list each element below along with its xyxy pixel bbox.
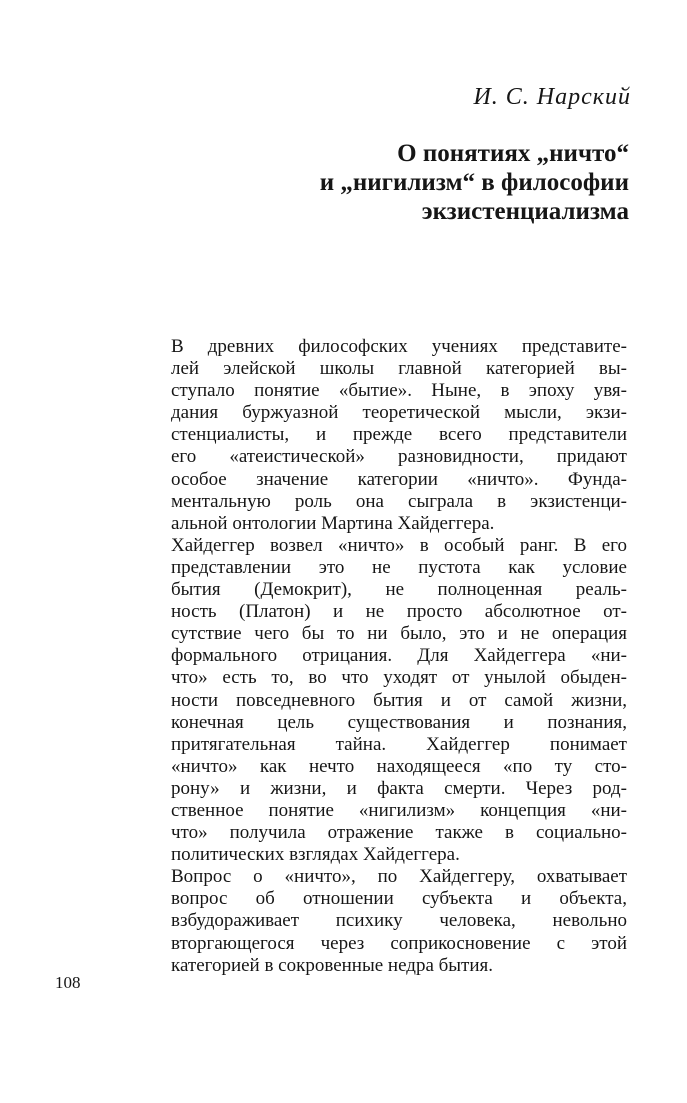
text-line: лей элейской школы главной категорией вы- <box>171 358 627 380</box>
article-title <box>320 139 629 226</box>
article-body <box>171 336 627 977</box>
paragraph <box>171 866 627 976</box>
text-line: политических взглядах Хайдеггера. <box>171 844 460 866</box>
text-line: ментальную роль она сыграла в экзистенци- <box>171 490 627 512</box>
title-line: экзистенциализма <box>421 198 629 225</box>
title-line: О понятиях „ничто“ <box>397 140 629 167</box>
page-number: 108 <box>55 973 81 992</box>
text-line: взбудораживает психику человека, невольно <box>171 910 627 932</box>
text-line: рону» и жизни, и факта смерти. Через род- <box>171 777 627 799</box>
text-line: что» есть то, во что уходят от унылой обыден- <box>171 667 627 689</box>
text-line: что» получила отражение также в социально- <box>171 822 627 844</box>
text-line: вопрос об отношении субъекта и объекта, <box>171 888 627 910</box>
author-name: И. С. Нарский <box>473 84 631 110</box>
text-line: ности повседневного бытия и от самой жизни, <box>171 689 627 711</box>
paragraph <box>171 336 627 535</box>
text-line: особое значение категории «ничто». Фунда- <box>171 468 627 490</box>
text-line: представлении это не пустота как условие <box>171 556 627 578</box>
text-line: Хайдеггер возвел «ничто» в особый ранг. В его <box>171 534 627 556</box>
text-line: вторгающегося через соприкосновение с этой <box>171 932 627 954</box>
paragraph <box>171 535 627 866</box>
text-line: В древних философских учениях представите- <box>171 336 627 357</box>
text-line: бытия (Демокрит), не полноценная реаль- <box>171 579 627 601</box>
text-line: альной онтологии Мартина Хайдеггера. <box>171 512 495 534</box>
text-line: притягательная тайна. Хайдеггер понимает <box>171 733 627 755</box>
text-line: ность (Платон) и не просто абсолютное от- <box>171 601 627 623</box>
text-line: сутствие чего бы то ни было, это и не операция <box>171 623 627 645</box>
text-line: конечная цель существования и познания, <box>171 711 627 733</box>
title-line: и „нигилизм“ в философии <box>319 169 629 196</box>
text-line: дания буржуазной теоретической мысли, экзи- <box>171 402 627 424</box>
text-line: ступало понятие «бытие». Ныне, в эпоху увя- <box>171 380 627 402</box>
text-line: стенциалисты, и прежде всего представители <box>171 424 627 446</box>
text-line: его «атеистической» разновидности, придают <box>171 446 627 468</box>
text-line: Вопрос о «ничто», по Хайдеггеру, охватывает <box>171 866 627 888</box>
text-line: «ничто» как нечто находящееся «по ту сто- <box>171 755 627 777</box>
text-line: категорией в сокровенные недра бытия. <box>171 954 494 976</box>
text-line: ственное понятие «нигилизм» концепция «ни- <box>171 799 627 821</box>
text-line: формального отрицания. Для Хайдеггера «ни- <box>171 645 627 667</box>
